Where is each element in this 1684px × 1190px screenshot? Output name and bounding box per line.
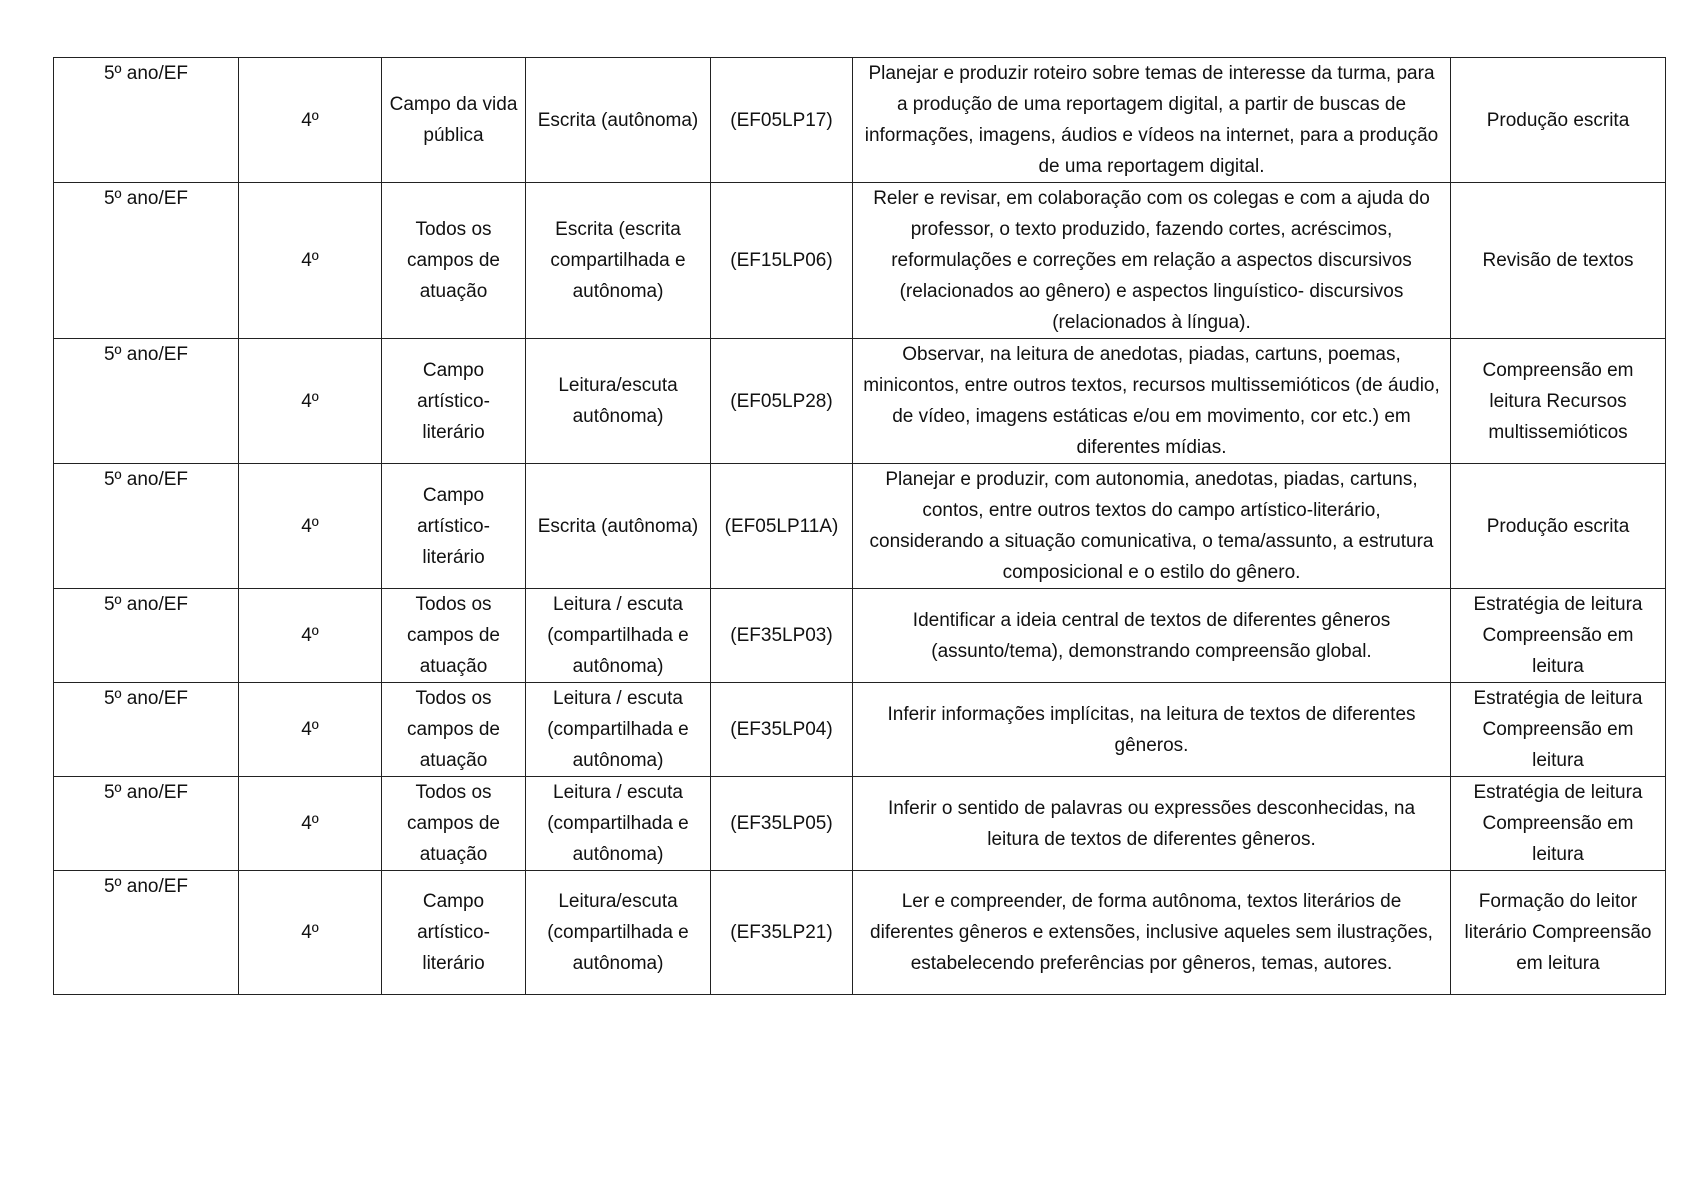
table-row: [54, 464, 1666, 589]
code-cell: (EF35LP05): [711, 777, 853, 871]
bimester-cell: 4º: [239, 183, 382, 339]
bimester-cell: 4º: [239, 683, 382, 777]
skill-cell: Planejar e produzir, com autonomia, anedotas, piadas, cartuns, contos, entre outros textos do campo artístico-literário, considerando a situação comunicativa, o tema/assunto, a estrutura composicional e o estilo do gênero.: [853, 464, 1451, 589]
practice-cell: Leitura / escuta (compartilhada e autônoma): [526, 589, 711, 683]
table-row: [54, 589, 1666, 683]
table-row: [54, 58, 1666, 183]
field-cell: Todos os campos de atuação: [382, 183, 526, 339]
bimester-cell: 4º: [239, 339, 382, 464]
bimester-cell: 4º: [239, 777, 382, 871]
grade-cell: 5º ano/EF: [54, 777, 239, 871]
knowledge-object-cell: Compreensão em leitura Recursos multissemióticos: [1451, 339, 1666, 464]
knowledge-object-cell: Formação do leitor literário Compreensão em leitura: [1451, 871, 1666, 995]
code-cell: (EF35LP04): [711, 683, 853, 777]
field-cell: Campo artístico-literário: [382, 871, 526, 995]
grade-cell: 5º ano/EF: [54, 589, 239, 683]
grade-cell: 5º ano/EF: [54, 58, 239, 183]
field-cell: Todos os campos de atuação: [382, 683, 526, 777]
grade-cell: 5º ano/EF: [54, 339, 239, 464]
grade-cell: 5º ano/EF: [54, 871, 239, 995]
table-row: [54, 871, 1666, 995]
skill-cell: Inferir informações implícitas, na leitura de textos de diferentes gêneros.: [853, 683, 1451, 777]
field-cell: Todos os campos de atuação: [382, 777, 526, 871]
knowledge-object-cell: Produção escrita: [1451, 58, 1666, 183]
practice-cell: Leitura/escuta (compartilhada e autônoma): [526, 871, 711, 995]
code-cell: (EF15LP06): [711, 183, 853, 339]
knowledge-object-cell: Produção escrita: [1451, 464, 1666, 589]
knowledge-object-cell: Estratégia de leitura Compreensão em leitura: [1451, 589, 1666, 683]
grade-cell: 5º ano/EF: [54, 464, 239, 589]
practice-cell: Leitura / escuta (compartilhada e autônoma): [526, 683, 711, 777]
skill-cell: Reler e revisar, em colaboração com os colegas e com a ajuda do professor, o texto produzido, fazendo cortes, acréscimos, reformulações e correções em relação a aspectos discursivos (relacionados ao gênero) e aspectos linguístico- discursivos (relacionados à língua).: [853, 183, 1451, 339]
knowledge-object-cell: Estratégia de leitura Compreensão em leitura: [1451, 777, 1666, 871]
practice-cell: Escrita (autônoma): [526, 464, 711, 589]
grade-cell: 5º ano/EF: [54, 683, 239, 777]
practice-cell: Leitura/escuta autônoma): [526, 339, 711, 464]
knowledge-object-cell: Estratégia de leitura Compreensão em leitura: [1451, 683, 1666, 777]
skill-cell: Planejar e produzir roteiro sobre temas de interesse da turma, para a produção de uma reportagem digital, a partir de buscas de informações, imagens, áudios e vídeos na internet, para a produção de uma reportagem digital.: [853, 58, 1451, 183]
skill-cell: Identificar a ideia central de textos de diferentes gêneros (assunto/tema), demonstrando compreensão global.: [853, 589, 1451, 683]
code-cell: (EF05LP11A): [711, 464, 853, 589]
field-cell: Campo artístico-literário: [382, 339, 526, 464]
curriculum-table: [53, 57, 1666, 995]
practice-cell: Escrita (escrita compartilhada e autônoma): [526, 183, 711, 339]
field-cell: Todos os campos de atuação: [382, 589, 526, 683]
skill-cell: Observar, na leitura de anedotas, piadas, cartuns, poemas, minicontos, entre outros textos, recursos multissemióticos (de áudio, de vídeo, imagens estáticas e/ou em movimento, cor etc.) em diferentes mídias.: [853, 339, 1451, 464]
bimester-cell: 4º: [239, 58, 382, 183]
code-cell: (EF05LP17): [711, 58, 853, 183]
bimester-cell: 4º: [239, 589, 382, 683]
table-row: [54, 777, 1666, 871]
skill-cell: Ler e compreender, de forma autônoma, textos literários de diferentes gêneros e extensões, inclusive aqueles sem ilustrações, estabelecendo preferências por gêneros, temas, autores.: [853, 871, 1451, 995]
table-row: [54, 339, 1666, 464]
field-cell: Campo artístico-literário: [382, 464, 526, 589]
practice-cell: Leitura / escuta (compartilhada e autônoma): [526, 777, 711, 871]
practice-cell: Escrita (autônoma): [526, 58, 711, 183]
code-cell: (EF35LP21): [711, 871, 853, 995]
bimester-cell: 4º: [239, 871, 382, 995]
skill-cell: Inferir o sentido de palavras ou expressões desconhecidas, na leitura de textos de diferentes gêneros.: [853, 777, 1451, 871]
knowledge-object-cell: Revisão de textos: [1451, 183, 1666, 339]
code-cell: (EF05LP28): [711, 339, 853, 464]
field-cell: Campo da vida pública: [382, 58, 526, 183]
code-cell: (EF35LP03): [711, 589, 853, 683]
table-row: [54, 183, 1666, 339]
bimester-cell: 4º: [239, 464, 382, 589]
grade-cell: 5º ano/EF: [54, 183, 239, 339]
table-row: [54, 683, 1666, 777]
